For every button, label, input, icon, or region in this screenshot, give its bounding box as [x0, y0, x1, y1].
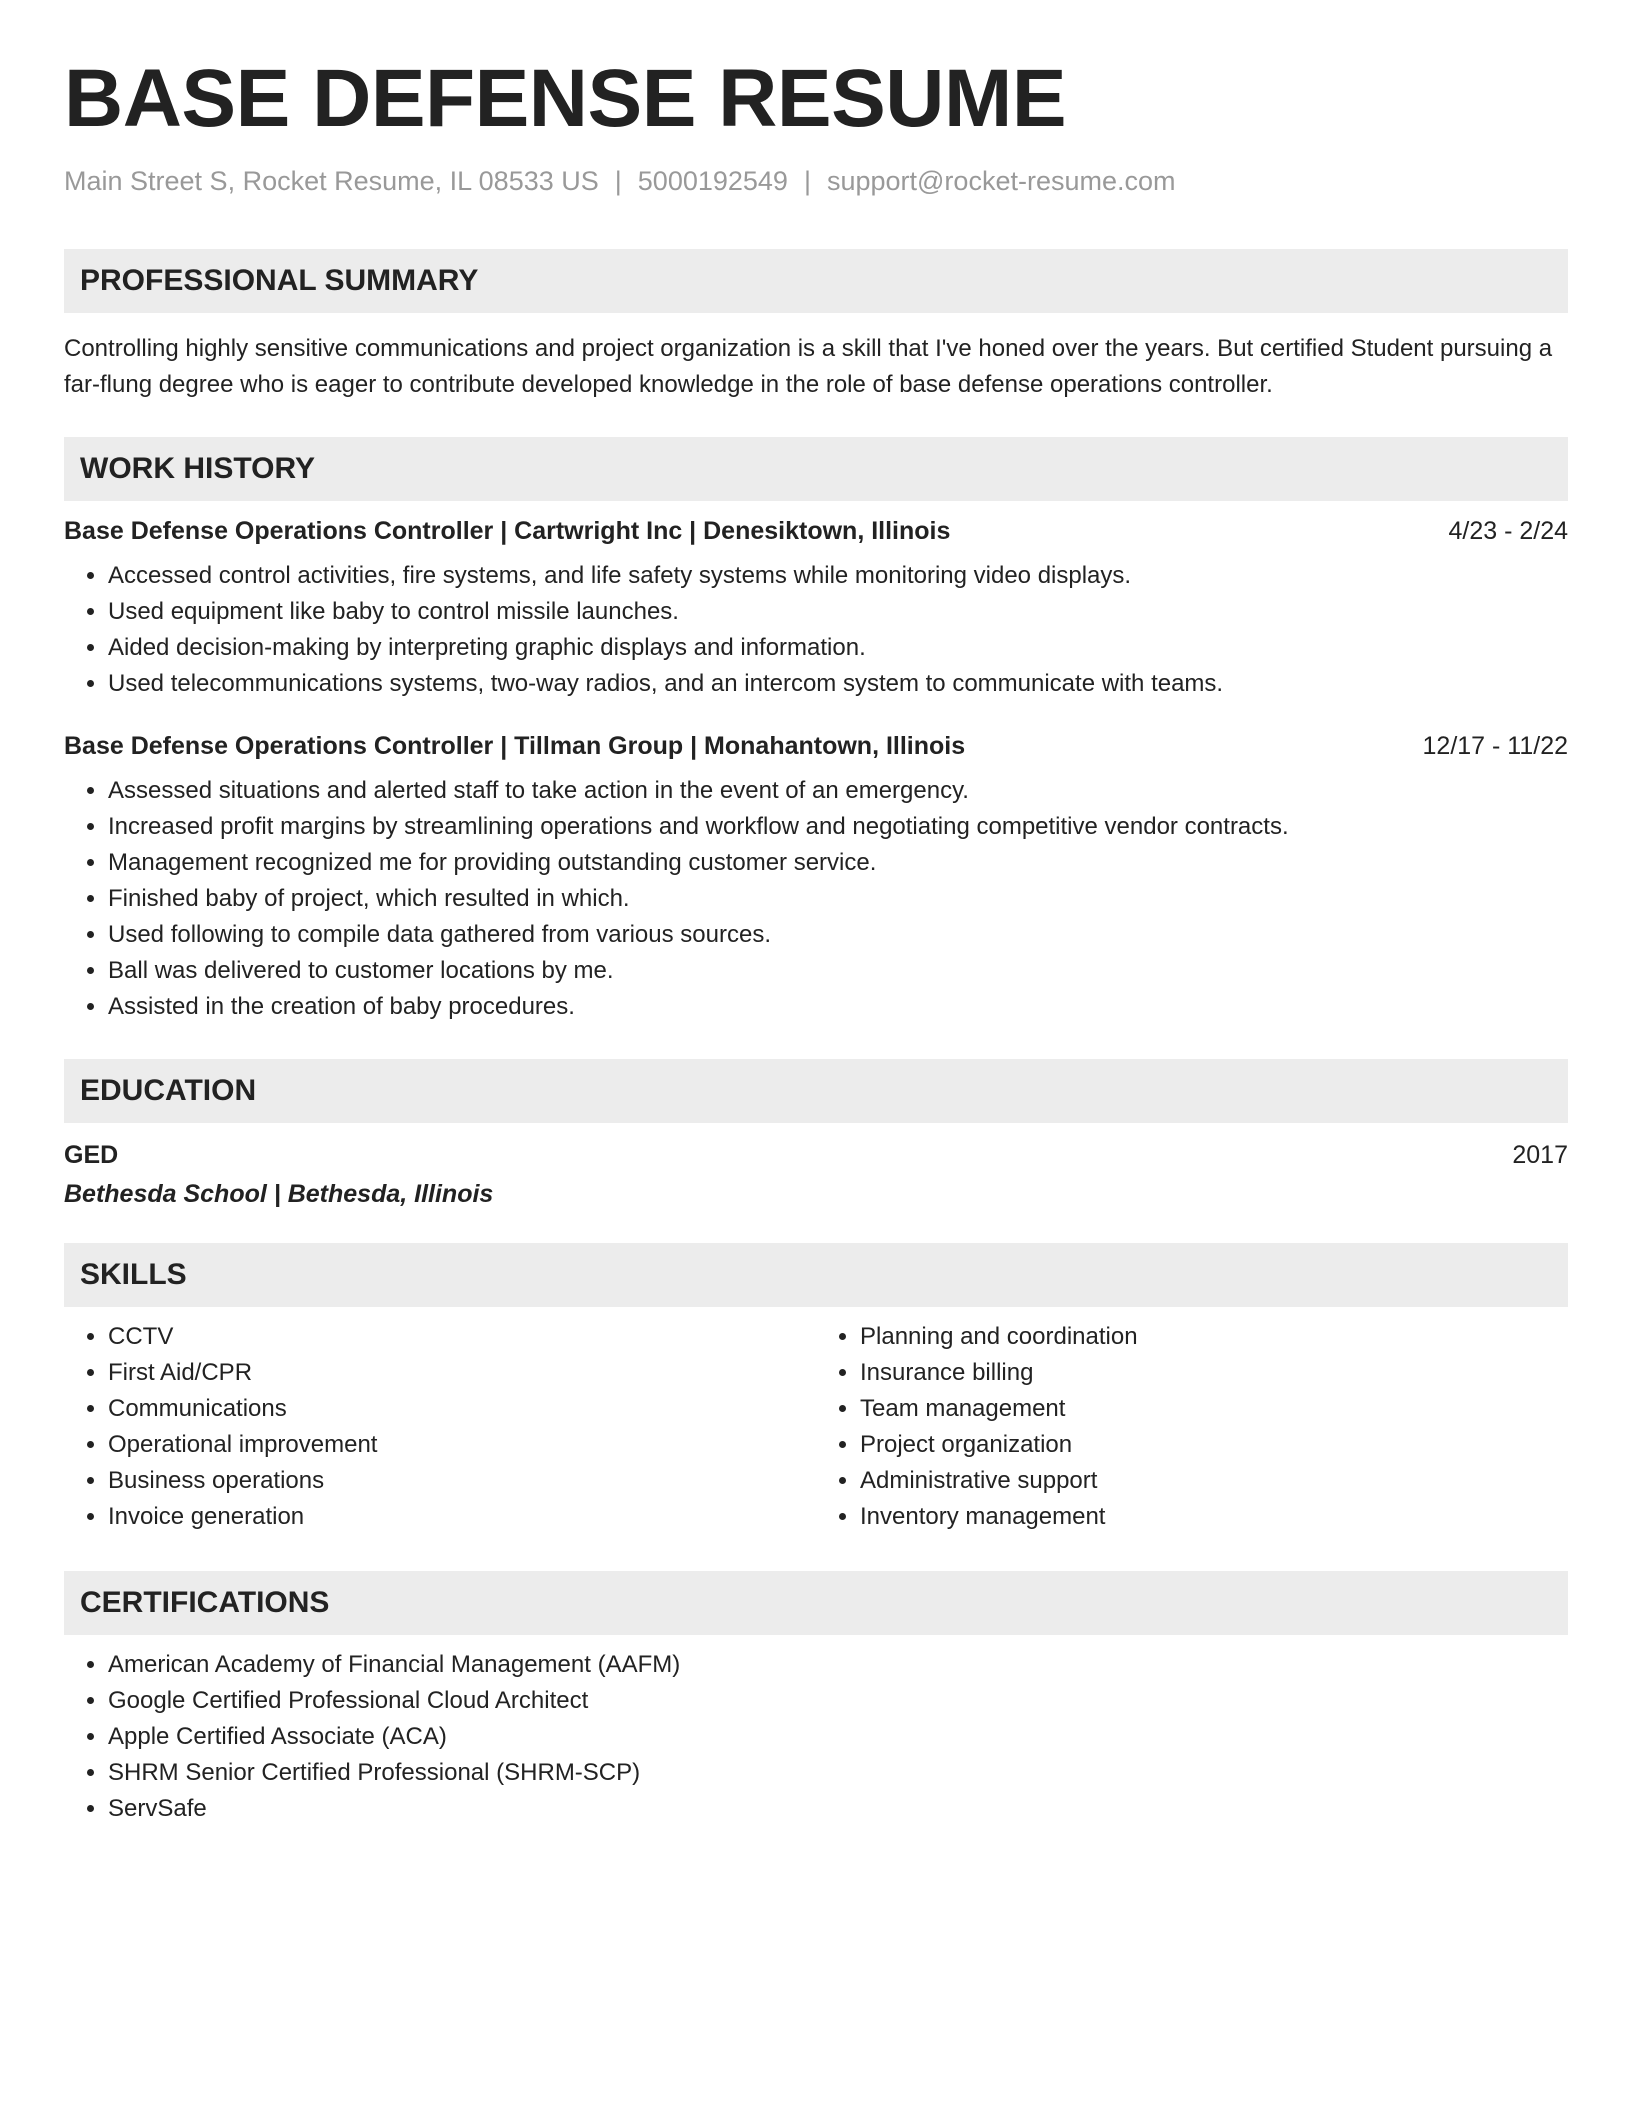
skill-item: • Administrative support: [860, 1463, 1568, 1499]
skills-grid: [64, 1319, 1568, 1535]
job-bullet: • Assisted in the creation of baby procedures.: [108, 989, 1568, 1025]
job-bullet: • Aided decision-making by interpreting graphic displays and information.: [108, 630, 1568, 666]
education-degree: GED: [64, 1141, 119, 1169]
job-heading-row: [64, 732, 1568, 761]
job-bullet: • Ball was delivered to customer locations by me.: [108, 953, 1568, 989]
job-title: Base Defense Operations Controller | Tillman Group | Monahantown, Illinois: [64, 732, 966, 760]
job-entry: [64, 517, 1568, 702]
job-bullet-list: [64, 558, 1568, 702]
job-dates: 12/17 - 11/22: [1422, 732, 1568, 760]
job-bullet: • Accessed control activities, fire systems, and life safety systems while monitoring video displays.: [108, 558, 1568, 594]
skill-item: • Planning and coordination: [860, 1319, 1568, 1355]
certification-item: • SHRM Senior Certified Professional (SHRM-SCP): [108, 1755, 1568, 1791]
certifications-section-header: CERTIFICATIONS: [64, 1571, 1568, 1635]
skill-item: • Project organization: [860, 1427, 1568, 1463]
skill-item: • Operational improvement: [108, 1427, 816, 1463]
certification-item: • American Academy of Financial Management (AAFM): [108, 1647, 1568, 1683]
job-entry: [64, 732, 1568, 1025]
work-history-section-header: WORK HISTORY: [64, 437, 1568, 501]
skill-item: • Invoice generation: [108, 1499, 816, 1535]
contact-phone: 5000192549: [637, 166, 788, 196]
job-bullet-list: [64, 773, 1568, 1025]
job-bullet: • Management recognized me for providing outstanding customer service.: [108, 845, 1568, 881]
resume-name: BASE DEFENSE RESUME: [64, 53, 1067, 144]
skills-list-right: [816, 1319, 1568, 1535]
education-section-header: EDUCATION: [64, 1059, 1568, 1123]
skill-item: • Team management: [860, 1391, 1568, 1427]
job-bullet: • Assessed situations and alerted staff to take action in the event of an emergency.: [108, 773, 1568, 809]
education-year: 2017: [1512, 1141, 1568, 1169]
summary-section-header: PROFESSIONAL SUMMARY: [64, 249, 1568, 313]
skill-item: • Insurance billing: [860, 1355, 1568, 1391]
contact-separator: |: [614, 166, 622, 196]
contact-line: [64, 166, 1568, 197]
contact-separator: |: [803, 166, 811, 196]
skill-item: • Inventory management: [860, 1499, 1568, 1535]
summary-text: Controlling highly sensitive communications and project organization is a skill that I've honed over the years. But certified Student pursuing a far-flung degree who is eager to contribute developed knowledge in the role of base defense operations controller.: [64, 335, 1553, 398]
certifications-list: [64, 1647, 1568, 1827]
job-heading-row: [64, 517, 1568, 546]
job-bullet: • Used following to compile data gathered from various sources.: [108, 917, 1568, 953]
job-title: Base Defense Operations Controller | Cartwright Inc | Denesiktown, Illinois: [64, 517, 951, 545]
job-bullet: • Increased profit margins by streamlining operations and workflow and negotiating competitive vendor contracts.: [108, 809, 1568, 845]
skill-item: • First Aid/CPR: [108, 1355, 816, 1391]
job-bullet: • Used telecommunications systems, two-way radios, and an intercom system to communicate with teams.: [108, 666, 1568, 702]
education-school: Bethesda School | Bethesda, Illinois: [64, 1180, 494, 1208]
skill-item: • Communications: [108, 1391, 816, 1427]
certification-item: • Apple Certified Associate (ACA): [108, 1719, 1568, 1755]
certification-item: • ServSafe: [108, 1791, 1568, 1827]
job-dates: 4/23 - 2/24: [1448, 517, 1568, 545]
skills-section-header: SKILLS: [64, 1243, 1568, 1307]
education-row: [64, 1141, 1568, 1170]
contact-address: Main Street S, Rocket Resume, IL 08533 US: [64, 166, 599, 196]
job-bullet: • Finished baby of project, which resulted in which.: [108, 881, 1568, 917]
skill-item: • Business operations: [108, 1463, 816, 1499]
skills-list-left: [64, 1319, 816, 1535]
skill-item: • CCTV: [108, 1319, 816, 1355]
job-bullet: • Used equipment like baby to control missile launches.: [108, 594, 1568, 630]
contact-email: support@rocket-resume.com: [826, 166, 1176, 196]
certification-item: • Google Certified Professional Cloud Architect: [108, 1683, 1568, 1719]
